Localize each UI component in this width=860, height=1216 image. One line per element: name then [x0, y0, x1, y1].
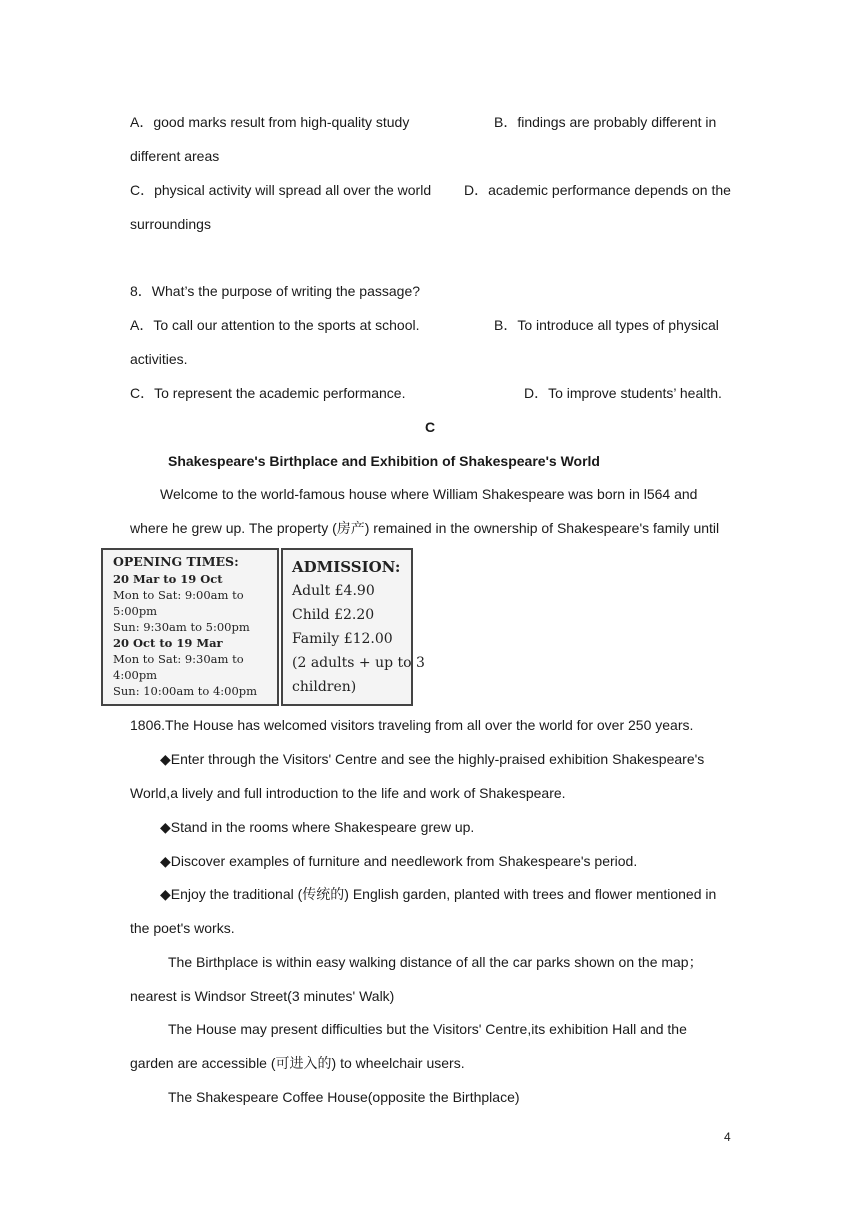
q8-option-b-continued: activities.	[130, 351, 188, 367]
section-letter: C	[424, 419, 436, 435]
bullet-3: ◆Discover examples of furniture and needlework from Shakespeare's period.	[160, 853, 638, 869]
admission-family-note-end: children)	[292, 679, 357, 695]
bullet-4-line-2: the poet's works.	[130, 920, 235, 936]
opening-times-heading: OPENING TIMES:	[113, 554, 239, 569]
passage-title: Shakespeare's Birthplace and Exhibition of Shakespeare's World	[168, 453, 600, 469]
admission-adult: Adult £4.90	[292, 583, 375, 599]
opening-period-2: 20 Oct to 19 Mar	[113, 636, 223, 650]
q8-question: 8．What’s the purpose of writing the passage?	[130, 283, 421, 299]
q8-option-d: D．To improve students’ health.	[524, 385, 722, 401]
passage-paragraph-2-line-2: nearest is Windsor Street(3 minutes' Walk)	[130, 988, 395, 1004]
admission-box	[281, 548, 425, 706]
passage-paragraph-1-line-1: Welcome to the world-famous house where William Shakespeare was born in l564 and	[160, 486, 698, 502]
opening-period-1-weekday-end: 5:00pm	[113, 604, 158, 618]
q7-option-d-continued: surroundings	[130, 216, 211, 232]
passage-paragraph-4: The Shakespeare Coffee House(opposite the Birthplace)	[168, 1089, 520, 1105]
bullet-1-line-2: World,a lively and full introduction to the life and work of Shakespeare.	[130, 785, 566, 801]
admission-family-note: (2 adults + up to 3	[292, 655, 425, 671]
opening-period-2-weekday: Mon to Sat: 9:30am to	[113, 652, 244, 666]
passage-paragraph-1-line-3: 1806.The House has welcomed visitors traveling from all over the world for over 250 years.	[130, 717, 694, 733]
opening-period-1-weekday: Mon to Sat: 9:00am to	[113, 588, 244, 602]
page-number: 4	[724, 1130, 731, 1144]
q8-option-a: A．To call our attention to the sports at school.	[130, 317, 420, 333]
opening-period-1-sunday: Sun: 9:30am to 5:00pm	[113, 620, 250, 634]
admission-family: Family £12.00	[292, 631, 393, 647]
q8-option-b: B．To introduce all types of physical	[494, 317, 719, 333]
passage-paragraph-3-line-2: garden are accessible (可进入的) to wheelchair users.	[130, 1055, 465, 1071]
q7-option-b-continued: different areas	[130, 148, 220, 164]
bullet-1-line-1: ◆Enter through the Visitors' Centre and see the highly-praised exhibition Shakespeare's	[160, 751, 705, 767]
opening-period-1: 20 Mar to 19 Oct	[113, 572, 223, 586]
admission-heading: ADMISSION:	[292, 558, 401, 576]
bullet-4-line-1: ◆Enjoy the traditional (传统的) English garden, planted with trees and flower mentioned in	[160, 886, 717, 902]
bullet-2: ◆Stand in the rooms where Shakespeare grew up.	[160, 819, 475, 835]
opening-period-2-sunday: Sun: 10:00am to 4:00pm	[113, 684, 258, 698]
q7-option-c: C．physical activity will spread all over the world	[130, 182, 432, 198]
passage-paragraph-2-line-1: The Birthplace is within easy walking distance of all the car parks shown on the map；	[168, 954, 703, 970]
q7-option-a: A．good marks result from high-quality study	[130, 114, 410, 130]
opening-period-2-weekday-end: 4:00pm	[113, 668, 158, 682]
q7-option-b: B．findings are probably different in	[494, 114, 717, 130]
passage-paragraph-1-line-2: where he grew up. The property (房产) remained in the ownership of Shakespeare's family until	[130, 520, 720, 536]
q8-option-c: C．To represent the academic performance.	[130, 385, 406, 401]
admission-child: Child £2.20	[292, 607, 375, 623]
opening-times-box	[101, 548, 279, 706]
q7-option-d: D．academic performance depends on the	[464, 182, 731, 198]
passage-paragraph-3-line-1: The House may present difficulties but the Visitors' Centre,its exhibition Hall and the	[168, 1021, 687, 1037]
